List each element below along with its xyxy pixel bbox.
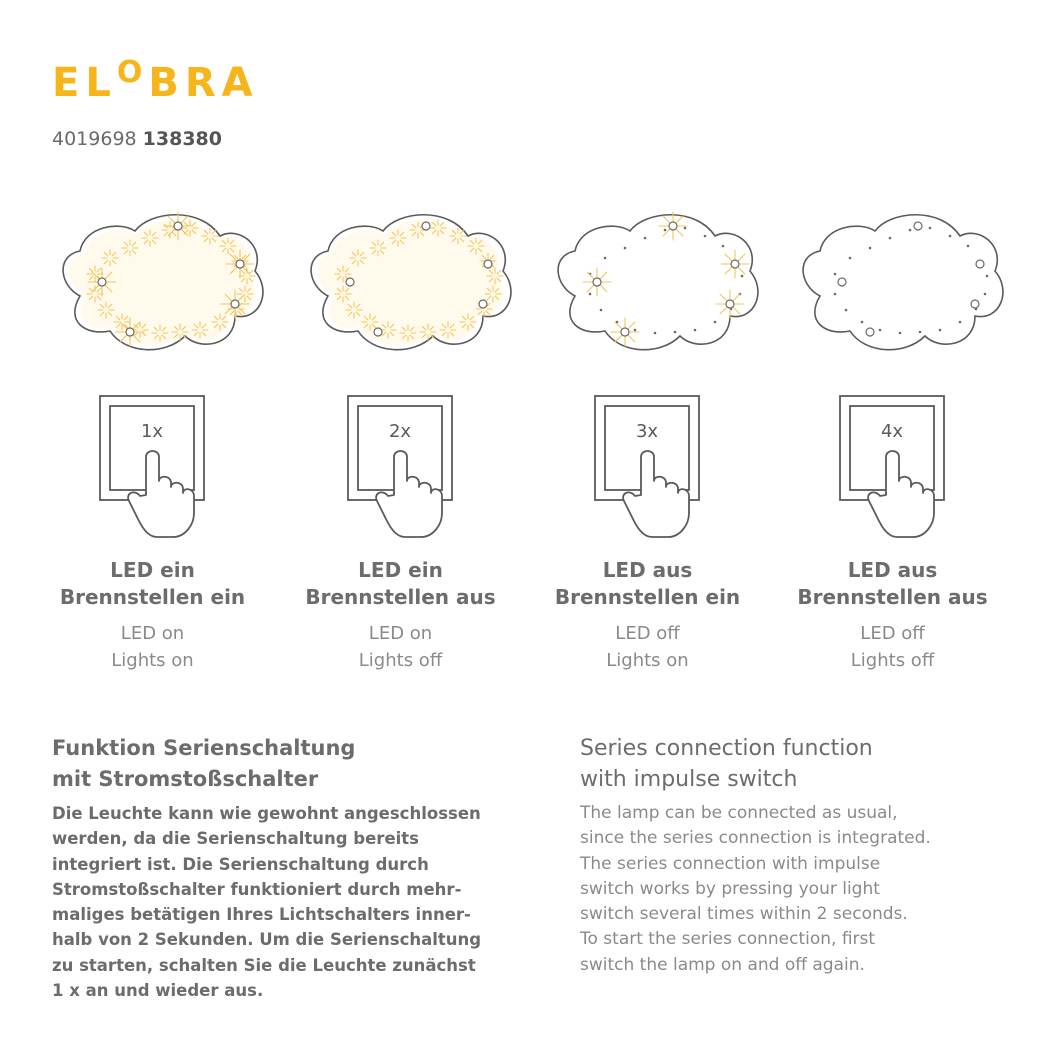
- german-caption: [278, 557, 523, 611]
- english-caption-line: Lights on: [111, 650, 194, 671]
- english-caption-line: Lights off: [850, 650, 935, 671]
- german-caption-line: LED aus: [847, 558, 938, 582]
- led-dot: [684, 227, 687, 230]
- led-dot: [741, 275, 744, 278]
- bulb-point: [484, 260, 492, 268]
- german-body-line: halb von 2 Sekunden. Um die Serienschaltung: [52, 930, 482, 950]
- bulb-point: [593, 278, 601, 286]
- bulb-point: [98, 278, 106, 286]
- led-dot: [664, 229, 667, 232]
- english-caption-line: LED off: [615, 623, 680, 644]
- article-number: [52, 128, 222, 150]
- led-dot: [959, 321, 962, 324]
- logo-text-start: EL: [52, 60, 117, 106]
- bulb-point: [914, 222, 922, 230]
- english-caption-line: Lights on: [606, 650, 689, 671]
- bulb-point: [976, 260, 984, 268]
- english-caption-line: Lights off: [358, 650, 443, 671]
- german-caption-line: Brennstellen ein: [554, 585, 741, 609]
- bulb-point: [231, 300, 239, 308]
- english-heading: [580, 733, 1020, 795]
- led-dot: [674, 331, 677, 334]
- bulb-point: [479, 300, 487, 308]
- german-heading-line: Funktion Serienschaltung: [52, 736, 356, 760]
- german-description: [52, 733, 532, 1003]
- led-dot: [624, 247, 627, 250]
- led-dot: [869, 247, 872, 250]
- press-count: 4x: [880, 421, 904, 442]
- led-dot: [714, 321, 717, 324]
- bulb-point: [669, 222, 677, 230]
- german-caption: [525, 557, 770, 611]
- english-description: [580, 733, 1020, 978]
- english-caption: [278, 620, 523, 674]
- bulb-point: [731, 260, 739, 268]
- english-body-line: switch works by pressing your light: [580, 878, 880, 899]
- light-switch-icon: [839, 395, 945, 540]
- english-heading-line: with impulse switch: [580, 767, 798, 792]
- led-dot: [589, 293, 592, 296]
- led-dot: [861, 321, 864, 324]
- english-body-line: since the series connection is integrated.: [580, 828, 931, 849]
- led-dot: [849, 257, 852, 260]
- led-dot: [967, 245, 970, 248]
- bulb-point: [346, 278, 354, 286]
- cloud-inner: [583, 212, 749, 346]
- english-caption-line: LED on: [368, 623, 433, 644]
- led-dot: [899, 332, 902, 335]
- led-dot: [834, 273, 837, 276]
- light-switch-icon: [99, 395, 205, 540]
- light-switch-icon: [594, 395, 700, 540]
- german-heading: [52, 733, 532, 795]
- item-number: 138380: [142, 128, 222, 150]
- led-dot: [939, 329, 942, 332]
- english-body: [580, 801, 1020, 978]
- cloud-lamp-icon: [298, 206, 513, 366]
- led-dot: [604, 257, 607, 260]
- german-body-line: maliges betätigen Ihres Lichtschalters inner-: [52, 905, 471, 925]
- english-caption-line: LED on: [120, 623, 185, 644]
- english-caption: [770, 620, 1015, 674]
- cloud-lamp-icon: [50, 206, 265, 366]
- bulb-point: [236, 260, 244, 268]
- cloud-inner: [834, 222, 989, 336]
- german-caption-line: Brennstellen ein: [59, 585, 246, 609]
- bulb-point: [174, 222, 182, 230]
- english-caption-line: LED off: [860, 623, 925, 644]
- cloud-lamp-icon: [545, 206, 760, 366]
- german-body-line: 1 x an und wieder aus.: [52, 981, 264, 1001]
- bulb-point: [621, 328, 629, 336]
- led-dot: [879, 329, 882, 332]
- led-dot: [644, 237, 647, 240]
- cloud-outline: [803, 215, 1003, 350]
- english-caption: [525, 620, 770, 674]
- led-dot: [600, 309, 603, 312]
- bulb-point: [374, 328, 382, 336]
- german-caption-line: LED ein: [110, 558, 195, 582]
- german-body-line: zu starten, schalten Sie die Leuchte zunächst: [52, 955, 476, 975]
- german-caption: [770, 557, 1015, 611]
- led-dot: [722, 245, 725, 248]
- ean-prefix: 4019698: [52, 128, 137, 150]
- cloud-lamp-icon: [790, 206, 1005, 366]
- german-body: [52, 801, 532, 1003]
- german-caption-line: LED ein: [358, 558, 443, 582]
- bulb-point: [838, 278, 846, 286]
- english-body-line: The lamp can be connected as usual,: [580, 803, 898, 823]
- led-dot: [929, 227, 932, 230]
- german-caption-line: Brennstellen aus: [305, 585, 496, 609]
- english-body-line: switch the lamp on and off again.: [580, 954, 865, 975]
- english-body-line: To start the series connection, first: [580, 929, 876, 950]
- german-body-line: integriert ist. Die Serienschaltung durch: [52, 854, 429, 874]
- led-dot: [694, 329, 697, 332]
- led-dot: [949, 235, 952, 238]
- logo-text-raised-o: O: [116, 55, 149, 90]
- german-body-line: Die Leuchte kann wie gewohnt angeschlossen: [52, 804, 481, 823]
- led-dot: [834, 293, 837, 296]
- german-body-line: Stromstoßschalter funktioniert durch mehr-: [52, 879, 462, 899]
- led-dot: [634, 329, 637, 332]
- german-body-line: werden, da die Serienschaltung bereits: [52, 829, 419, 849]
- led-dot: [986, 275, 989, 278]
- german-caption-line: LED aus: [602, 558, 693, 582]
- press-count: 2x: [388, 421, 412, 442]
- bulb-point: [866, 328, 874, 336]
- led-dot: [845, 309, 848, 312]
- led-dot: [909, 229, 912, 232]
- led-dot: [654, 332, 657, 335]
- led-dot: [984, 293, 987, 296]
- german-caption: [30, 557, 275, 611]
- bulb-point: [971, 300, 979, 308]
- led-dot: [919, 331, 922, 334]
- bulb-point: [726, 300, 734, 308]
- bulb-point: [126, 328, 134, 336]
- bulb-point: [422, 222, 430, 230]
- english-body-line: switch several times within 2 seconds.: [580, 904, 908, 925]
- english-heading-line: Series connection function: [580, 736, 873, 761]
- elobra-logo: [52, 55, 259, 110]
- led-dot: [704, 235, 707, 238]
- logo-text-end: BRA: [148, 60, 259, 106]
- english-caption: [30, 620, 275, 674]
- english-body-line: The series connection with impulse: [580, 853, 881, 874]
- german-heading-line: mit Stromstoßschalter: [52, 767, 319, 791]
- press-count: 3x: [635, 421, 659, 442]
- german-caption-line: Brennstellen aus: [797, 585, 988, 609]
- light-switch-icon: [347, 395, 453, 540]
- press-count: 1x: [140, 421, 164, 442]
- led-dot: [889, 237, 892, 240]
